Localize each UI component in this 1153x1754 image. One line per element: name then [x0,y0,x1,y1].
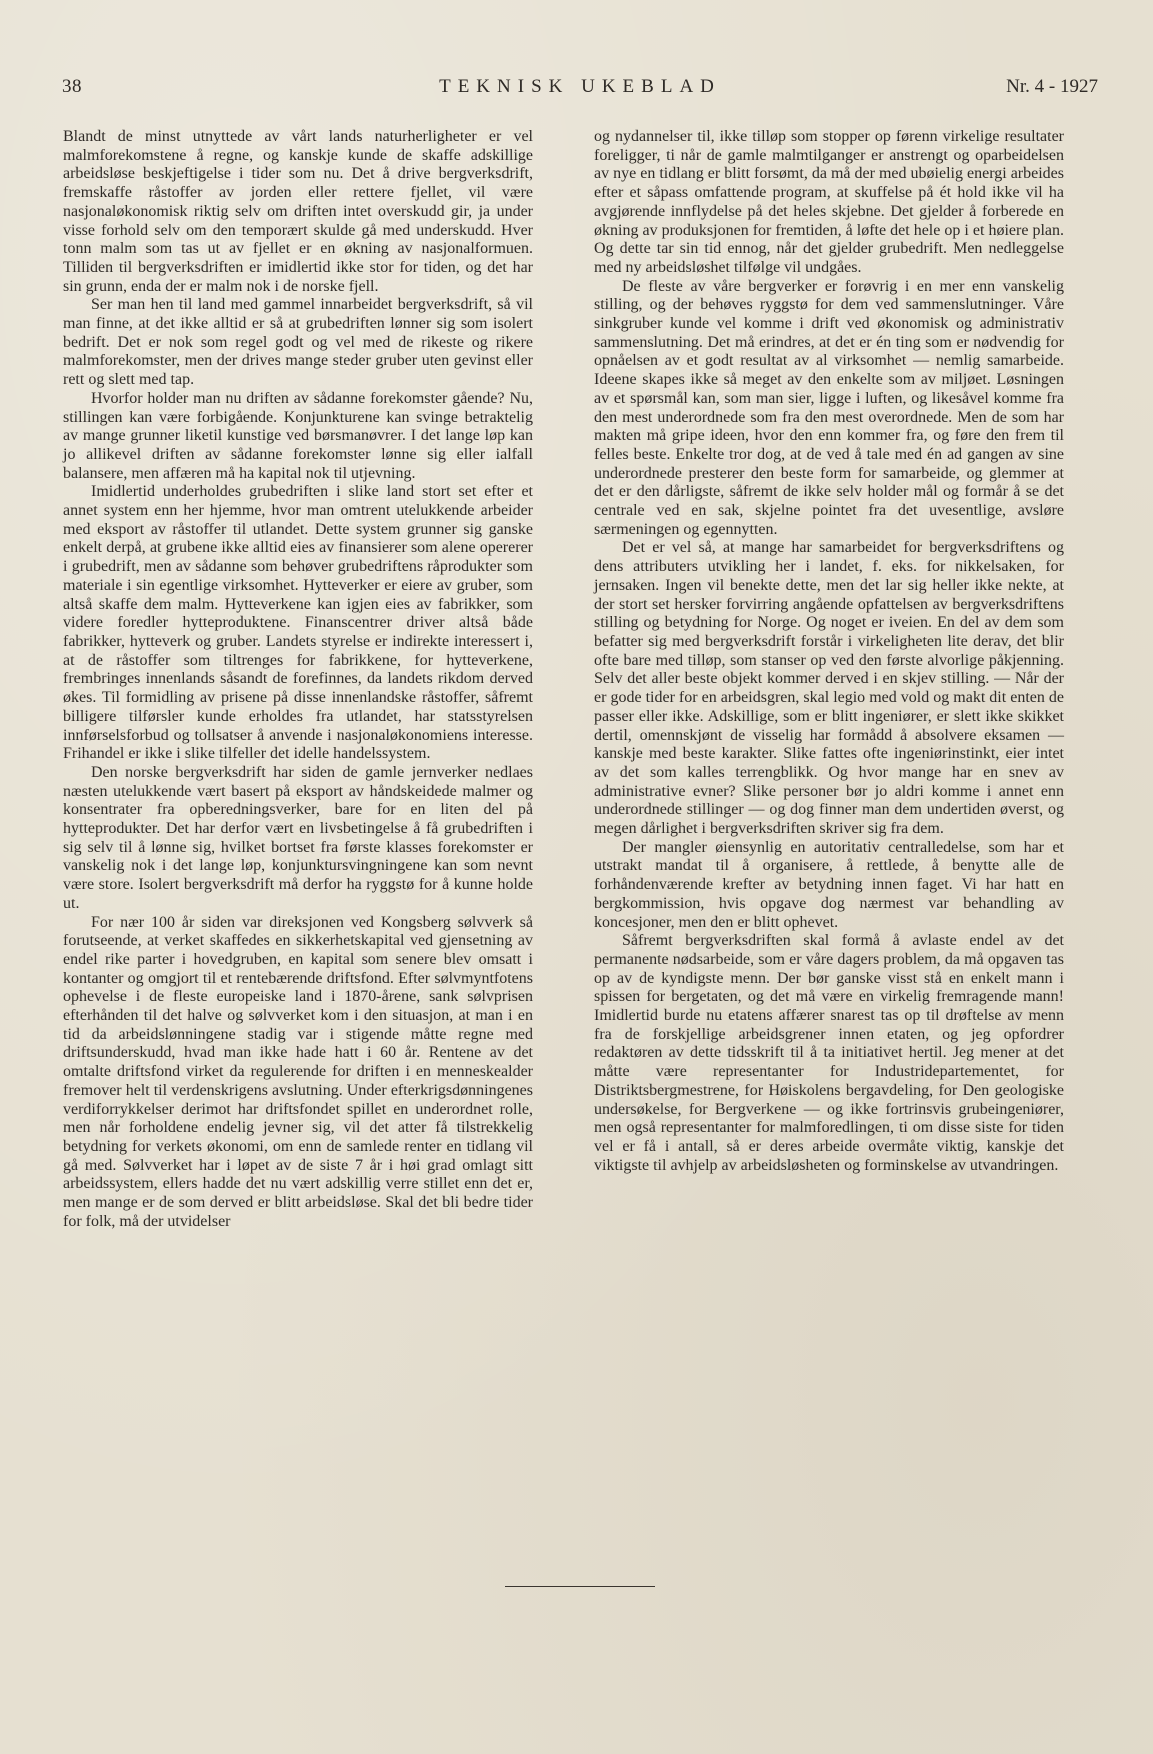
right-column [594,128,1064,1175]
page-number: 38 [62,76,82,97]
paragraph: Hvorfor holder man nu driften av sådanne forekomster gående? Nu, stillingen kan være forbigående. Konjunkturene kan svinge betraktelig av mange grunner liketil kunstige ved børsmanøvrer. I det lange løp kan jo allikevel driften av sådanne forekomster lønne sig eller ialfall balansere, men affæren må ha kapital nok til utjevning. [63,389,533,482]
left-column [63,128,533,1231]
article-end-rule [505,1586,655,1587]
paragraph: Ser man hen til land med gammel innarbeidet bergverksdrift, så vil man finne, at det ikke alltid er så at grubedriften lønner sig som isolert bedrift. Det er nok som regel godt og vel med de rikeste og rikere malmforekomster, men der drives mange steder gruber uten gevinst eller rett og slett med tap. [63,296,533,389]
paragraph: Det er vel så, at mange har samarbeidet for bergverksdriftens og dens attributers utvikling her i landet, f. eks. for nikkelsaken, for jernsaken. Ingen vil benekte dette, men det lar sig heller ikke nekte, at der stort set hersker forvirring angående opfattelsen av bergverksdriftens stilling og betydning for Norge. Og noget er iveien. En del av dem som befatter sig med bergverksdrift forstår i virkeligheten lite derav, det blir ofte bare med tilløp, som stanser op ved den første alvorlige påkjenning. Selv det aller beste objekt kommer derved i en skjev stilling. — Når der er gode tider for en arbeidsgren, skal legio med vold og makt dit enten de passer eller ikke. Adskillige, som er blitt ingeniører, er slett ikke skikket dertil, omennskjønt de visselig har formådd å absolvere eksamen — kanskje med beste karakter. Slike fattes ofte ingeniørinstinkt, eier intet av det som kalles terrengblikk. Og hvor mange har en snev av administrative evner? Slike personer bør jo aldri komme i annet enn underordnede stillinger — og dog finner man dem undertiden øverst, og megen dårlighet i bergverksdriften skriver sig fra dem. [594,539,1064,838]
paragraph: Blandt de minst utnyttede av vårt lands naturherligheter er vel malmforekomstene å regne, og kanskje kunde de skaffe adskillige arbeidsløse beskjeftigelse i tider som nu. Det å drive bergverksdrift, fremskaffe råstoffer av jorden eller rettere fjellet, vil være nasjonaløkonomisk riktig selv om driften intet overskudd gir, ja under visse forhold selv om den temporært skulde gå med underskudd. Hver tonn malm som tas ut av fjellet er en økning av nasjonalformuen. Tilliden til bergverksdriften er imidlertid ikke stor for tiden, og det har sin grunn, enda der er malm nok i de norske fjell. [63,128,533,295]
paragraph: og nydannelser til, ikke tilløp som stopper op førenn virkelige resultater foreligger, ti når de gamle malmtilganger er anstrengt og oparbeidelsen av nye en tidlang er blitt forsømt, da må der med ubøielig energi arbeides efter et såpass omfattende program, at skuffelse på ét hold ikke vil ha avgjørende innflydelse på det heles skjebne. Det gjelder å forberede en økning av produksjonen for fremtiden, å løfte det hele op i et høiere plan. Og dette tar sin tid ennog, når det gjelder grubedrift. Men nedleggelse med ny arbeidsløshet tilfølge vil undgåes. [594,128,1064,276]
paragraph: Imidlertid underholdes grubedriften i slike land stort set efter et annet system enn her hjemme, hvor man omtrent utelukkende arbeider med eksport av råstoffer til utlandet. Dette system grunner sig ganske enkelt derpå, at grubene ikke alltid eies av finansierer som alene opererer i grubedrift, men av sådanne som behøver grubedriftens råprodukter som materiale i sin egentlige virksomhet. Hytteverker er eiere av gruber, som altså skaffe dem malm. Hytteverkene kan igjen eies av fabrikker, som videre foredler hytteproduktene. Finanscentrer driver altså både fabrikker, hytteverk og gruber. Landets styrelse er indirekte interessert i, at de råstoffer som tiltrenges for fabrikkene, for hytteverkene, frembringes innenlands såsandt de forefinnes, da landets rikdom derved økes. Til formidling av prisene på disse innenlandske råstoffer, såfremt billigere tilførsler kunde erholdes fra utlandet, har statsstyrelsen innførselsforbud og tollsatser å anvende i nasjonaløkonomiens interesse. Frihandel er ikke i slike tilfeller det idelle handelssystem. [63,483,533,763]
paragraph: Der mangler øiensynlig en autoritativ centralledelse, som har et utstrakt mandat til å organisere, å rettlede, å benytte alle de forhåndenværende krefter av betydning innen faget. Vi har hatt en bergkommission, hvis opgave dog nærmest var behandling av koncesjoner, men den er blitt ophevet. [594,838,1064,931]
paragraph: Såfremt bergverksdriften skal formå å avlaste endel av det permanente nødsarbeide, som er våre dagers problem, da må opgaven tas op av de kyndigste menn. Der bør ganske visst stå en enkelt mann i spissen for bergetaten, og det må være en virkelig fremragende mann! Imidlertid burde nu etatens affærer snarest tas op til drøftelse av menn fra de forskjellige arbeidsgrener innen etaten, og jeg opfordrer redaktøren av dette tidsskrift til å ta initiativet hertil. Jeg mener at det måtte være representanter for Industridepartementet, for Distriktsbergmestrene, for Høiskolens bergavdeling, for Den geologiske undersøkelse, for Bergverkene — og ikke fortrinsvis grubeingeniører, men også representanter for malmforedlingen, ti om disse siste for tiden vel er få i antall, så er deres arbeide overmåte viktig, kanskje det viktigste til avhjelp av arbeidsløsheten og forminskelse av utvandringen. [594,932,1064,1174]
page-header [62,76,1098,102]
paragraph: De fleste av våre bergverker er forøvrig i en mer enn vanskelig stilling, og der behøves ryggstø for dem ved sammenslutninger. Våre sinkgruber kunde vel komme i drift ved økonomisk og administrativ sammenslutning. Det må erindres, at det er én ting som er nødvendig for opnåelsen av et godt resultat av al virksomhet — nemlig samarbeide. Ideene skapes ikke så meget av den enkelte som av miljøet. Løsningen av et spørsmål kan, som man sier, ligge i luften, og likesåvel komme fra den mest underordnede som fra den mest overordnede. Men de som har makten må gripe ideen, hvor den enn kommer fra, og føre den frem til felles beste. Enkelte tror dog, at de ved å tale med én ad gangen av sine underordnede presterer den beste form for samarbeide, og glemmer at det er den dårligste, såfremt de ikke selv holder mål og formår å se det centrale ved en sak, skjelne pointet fra det uvesentlige, avsløre særmeningen og egennytten. [594,277,1064,538]
issue-number: Nr. 4 - 1927 [1006,76,1098,97]
paragraph: For nær 100 år siden var direksjonen ved Kongsberg sølvverk så forutseende, at verket skaffedes en sikkerhetskapital ved gjensetning av endel rike parter i hovedgruben, en kapital som senere blev omsatt i kontanter og omgjort til et rentebærende driftsfond. Efter sølvmyntfotens ophevelse i de fleste europeiske land i 1870-årene, sank sølvprisen efterhånden til det halve og sølvverket kom i den situasjon, at man i en tid da arbeidslønningene stadig var i stigende måtte regne med driftsunderskudd, hvad man ikke hade hatt i 60 år. Rentene av det omtalte driftsfond virket da regulerende for driften i en menneskealder fremover helt til verdenskrigens avslutning. Under efterkrigsdønningenes verdiforrykkelser derimot har driftsfondet spillet en underordnet rolle, men når forholdene endelig jevner sig, vil det atter få tilstrekkelig betydning for verkets økonomi, om enn de samlede renter en tidlang vil gå med. Sølvverket har i løpet av de siste 7 år i høi grad omlagt sitt arbeidssystem, ellers hadde det nu vært adskillig verre stillet enn det er, men mange er de som derved er blitt arbeidsløse. Skal det bli bedre tider for folk, må der utvidelser [63,913,533,1230]
paragraph: Den norske bergverksdrift har siden de gamle jernverker nedlaes næsten utelukkende vært basert på eksport av håndskeidede malmer og konsentrater fra opberedningsverker, bare for en liten del på hytteprodukter. Det har derfor vært en livsbetingelse å få grubedriften i sig selv til å lønne sig, hvilket bortset fra første klasses forekomster er vanskelig nok i det lange løp, konjunktursvingningene kan som nevnt være store. Isolert bergverksdrift må derfor ha ryggstø for å kunne holde ut. [63,763,533,912]
journal-title: TEKNISK UKEBLAD [439,76,721,97]
